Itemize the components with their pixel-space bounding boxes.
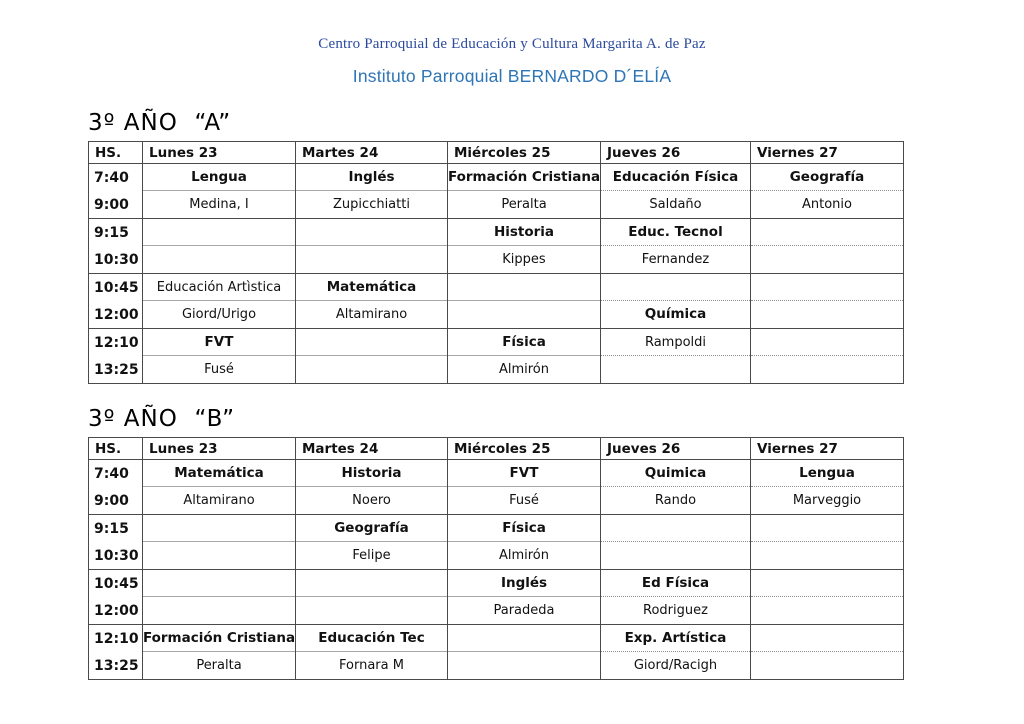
column-header: Miércoles 25 [447,438,600,459]
time-range-cell [89,274,142,328]
teacher-label: Fusé [204,361,234,377]
teacher-label: Rodriguez [643,602,708,618]
subject-label: Exp. Artística [601,625,750,652]
teacher-label [601,542,750,568]
schedule-cell [142,515,295,569]
subject-label [143,570,295,597]
column-header: Viernes 27 [750,142,903,163]
teacher-label: Rando [654,492,697,508]
timetable-3b [88,437,904,680]
schedule-cell [447,460,600,514]
schedule-cell [600,329,750,383]
schedule-cell [447,274,600,328]
schedule-cell [295,515,447,569]
teacher-label: Zupicchiatti [333,196,410,212]
time-start: 12:10 [94,334,139,351]
schedule-cell [295,329,447,383]
time-range-cell [89,219,142,273]
page-content [88,110,904,680]
teacher-label: Química [644,306,707,322]
column-header: Lunes 23 [142,142,295,163]
subject-label [751,625,903,652]
subject-label: Matemática [296,274,447,301]
schedule-cell [295,219,447,273]
schedule-cell [447,515,600,569]
teacher-label: Paradeda [493,602,555,618]
teacher-label [751,301,903,327]
subject-label: Formación Cristiana [143,625,295,652]
subject-label: Física [448,515,600,542]
teacher-label: Altamirano [183,492,255,508]
teacher-label [143,542,295,568]
schedule-cell [142,460,295,514]
teacher-label [448,301,600,327]
time-start: 12:10 [94,630,139,647]
teacher-label: Peralta [196,657,242,673]
column-header: Jueves 26 [600,142,750,163]
schedule-cell [142,329,295,383]
subject-label [296,329,447,356]
time-block-row [89,569,903,624]
schedule-cell [750,329,903,383]
teacher-label: Saldaño [649,196,702,212]
subject-label: Geografía [296,515,447,542]
time-end: 12:00 [94,602,139,619]
schedule-cell [600,460,750,514]
time-range-cell [89,515,142,569]
teacher-label [143,246,295,272]
teacher-label: Almirón [498,547,550,563]
time-block-row [89,328,903,383]
schedule-cell [295,164,447,218]
schedule-cell [447,625,600,679]
subject-label: Física [448,329,600,356]
subject-label [751,329,903,356]
subject-label: Formación Cristiana [448,164,600,191]
schedule-cell [447,570,600,624]
teacher-label [751,597,903,623]
time-end: 13:25 [94,361,139,378]
column-header: HS. [95,440,122,457]
column-header: Martes 24 [295,438,447,459]
subject-label: Matemática [143,460,295,487]
subject-label [448,274,600,301]
teacher-label [296,597,447,623]
teacher-label: Giord/Racigh [633,657,718,673]
teacher-label: Felipe [352,547,391,563]
schedule-cell [600,625,750,679]
schedule-cell [295,625,447,679]
subject-label [296,219,447,246]
time-block-row [89,273,903,328]
subject-label: Inglés [448,570,600,597]
teacher-label: Altamirano [335,306,408,322]
teacher-label: Fernandez [641,251,710,267]
teacher-label: Peralta [501,196,547,212]
subject-label [751,570,903,597]
teacher-label: Giord/Urigo [181,306,257,322]
schedule-cell [295,274,447,328]
subject-label: Geografía [751,164,903,191]
time-block-row [89,514,903,569]
column-header: Martes 24 [295,142,447,163]
subject-label [751,219,903,246]
schedule-cell [750,570,903,624]
subject-label: Educ. Tecnol [601,219,750,246]
teacher-label [751,542,903,568]
schedule-cell [295,570,447,624]
subject-label: Rampoldi [601,329,750,356]
teacher-label [751,356,903,382]
teacher-label [296,356,447,382]
time-range-cell [89,570,142,624]
teacher-label [296,246,447,272]
schedule-cell [600,219,750,273]
subject-label: Educación Artìstica [143,274,295,301]
teacher-label: Noero [352,492,391,508]
schedule-cell [750,460,903,514]
time-start: 10:45 [94,279,139,296]
column-header: Jueves 26 [600,438,750,459]
time-start: 10:45 [94,575,139,592]
section-3a [88,110,904,384]
teacher-label [751,652,903,678]
schedule-cell [750,515,903,569]
column-header: Viernes 27 [750,438,903,459]
document-header [0,0,1024,87]
schedule-cell [750,274,903,328]
subject-label [296,570,447,597]
schedule-cell [447,164,600,218]
schedule-cell [750,625,903,679]
time-start: 7:40 [94,169,129,186]
schedule-cell [600,570,750,624]
section-3b [88,406,904,680]
schedule-cell [600,164,750,218]
header-row [89,438,903,459]
subject-label: Ed Física [601,570,750,597]
class-b-title: 3º AÑO “B” [88,406,236,432]
subject-label: Educación Física [601,164,750,191]
org-title: Centro Parroquial de Educación y Cultura Margarita A. de Paz [318,36,706,52]
teacher-label [143,597,295,623]
teacher-label [448,652,600,678]
subject-label [601,274,750,301]
time-end: 10:30 [94,547,139,564]
teacher-label [751,246,903,272]
time-end: 9:00 [94,196,129,213]
teacher-label: Almirón [498,361,550,377]
subject-label: FVT [448,460,600,487]
teacher-label [601,356,750,382]
teacher-label: Medina, I [189,196,249,212]
time-start: 9:15 [94,224,129,241]
timetable-3a [88,141,904,384]
subject-label [601,515,750,542]
time-block-row [89,459,903,514]
schedule-cell [142,164,295,218]
schedule-cell [295,460,447,514]
time-range-cell [89,329,142,383]
teacher-label: Fusé [509,492,539,508]
subject-label [448,625,600,652]
teacher-label: Fornara M [339,657,404,673]
schedule-cell [142,570,295,624]
schedule-cell [142,219,295,273]
time-end: 10:30 [94,251,139,268]
schedule-cell [447,219,600,273]
subject-label [751,515,903,542]
schedule-cell [750,219,903,273]
schedule-cell [600,274,750,328]
subject-label: Historia [448,219,600,246]
subject-label: Lengua [751,460,903,487]
subject-label [143,515,295,542]
subject-label: Educación Tec [296,625,447,652]
teacher-label: Antonio [802,196,852,212]
subject-label: Lengua [143,164,295,191]
subject-label [143,219,295,246]
time-block-row [89,218,903,273]
column-header: Lunes 23 [142,438,295,459]
time-end: 12:00 [94,306,139,323]
subject-label [751,274,903,301]
subject-label: Inglés [296,164,447,191]
time-start: 9:15 [94,520,129,537]
subject-label: Historia [296,460,447,487]
schedule-cell [447,329,600,383]
column-header: Miércoles 25 [447,142,600,163]
time-range-cell [89,460,142,514]
subject-label: Quimica [601,460,750,487]
teacher-label: Marveggio [792,492,862,508]
time-range-cell [89,625,142,679]
class-a-title: 3º AÑO “A” [88,110,232,136]
schedule-cell [142,625,295,679]
schedule-cell [750,164,903,218]
time-end: 13:25 [94,657,139,674]
teacher-label: Kippes [502,251,546,267]
time-start: 7:40 [94,465,129,482]
column-header: HS. [95,144,122,161]
header-row [89,142,903,163]
subject-label: FVT [143,329,295,356]
time-block-row [89,624,903,679]
schedule-cell [600,515,750,569]
schedule-cell [142,274,295,328]
institute-title: Instituto Parroquial BERNARDO D´ELÍA [352,66,672,86]
time-block-row [89,163,903,218]
time-range-cell [89,164,142,218]
time-end: 9:00 [94,492,129,509]
